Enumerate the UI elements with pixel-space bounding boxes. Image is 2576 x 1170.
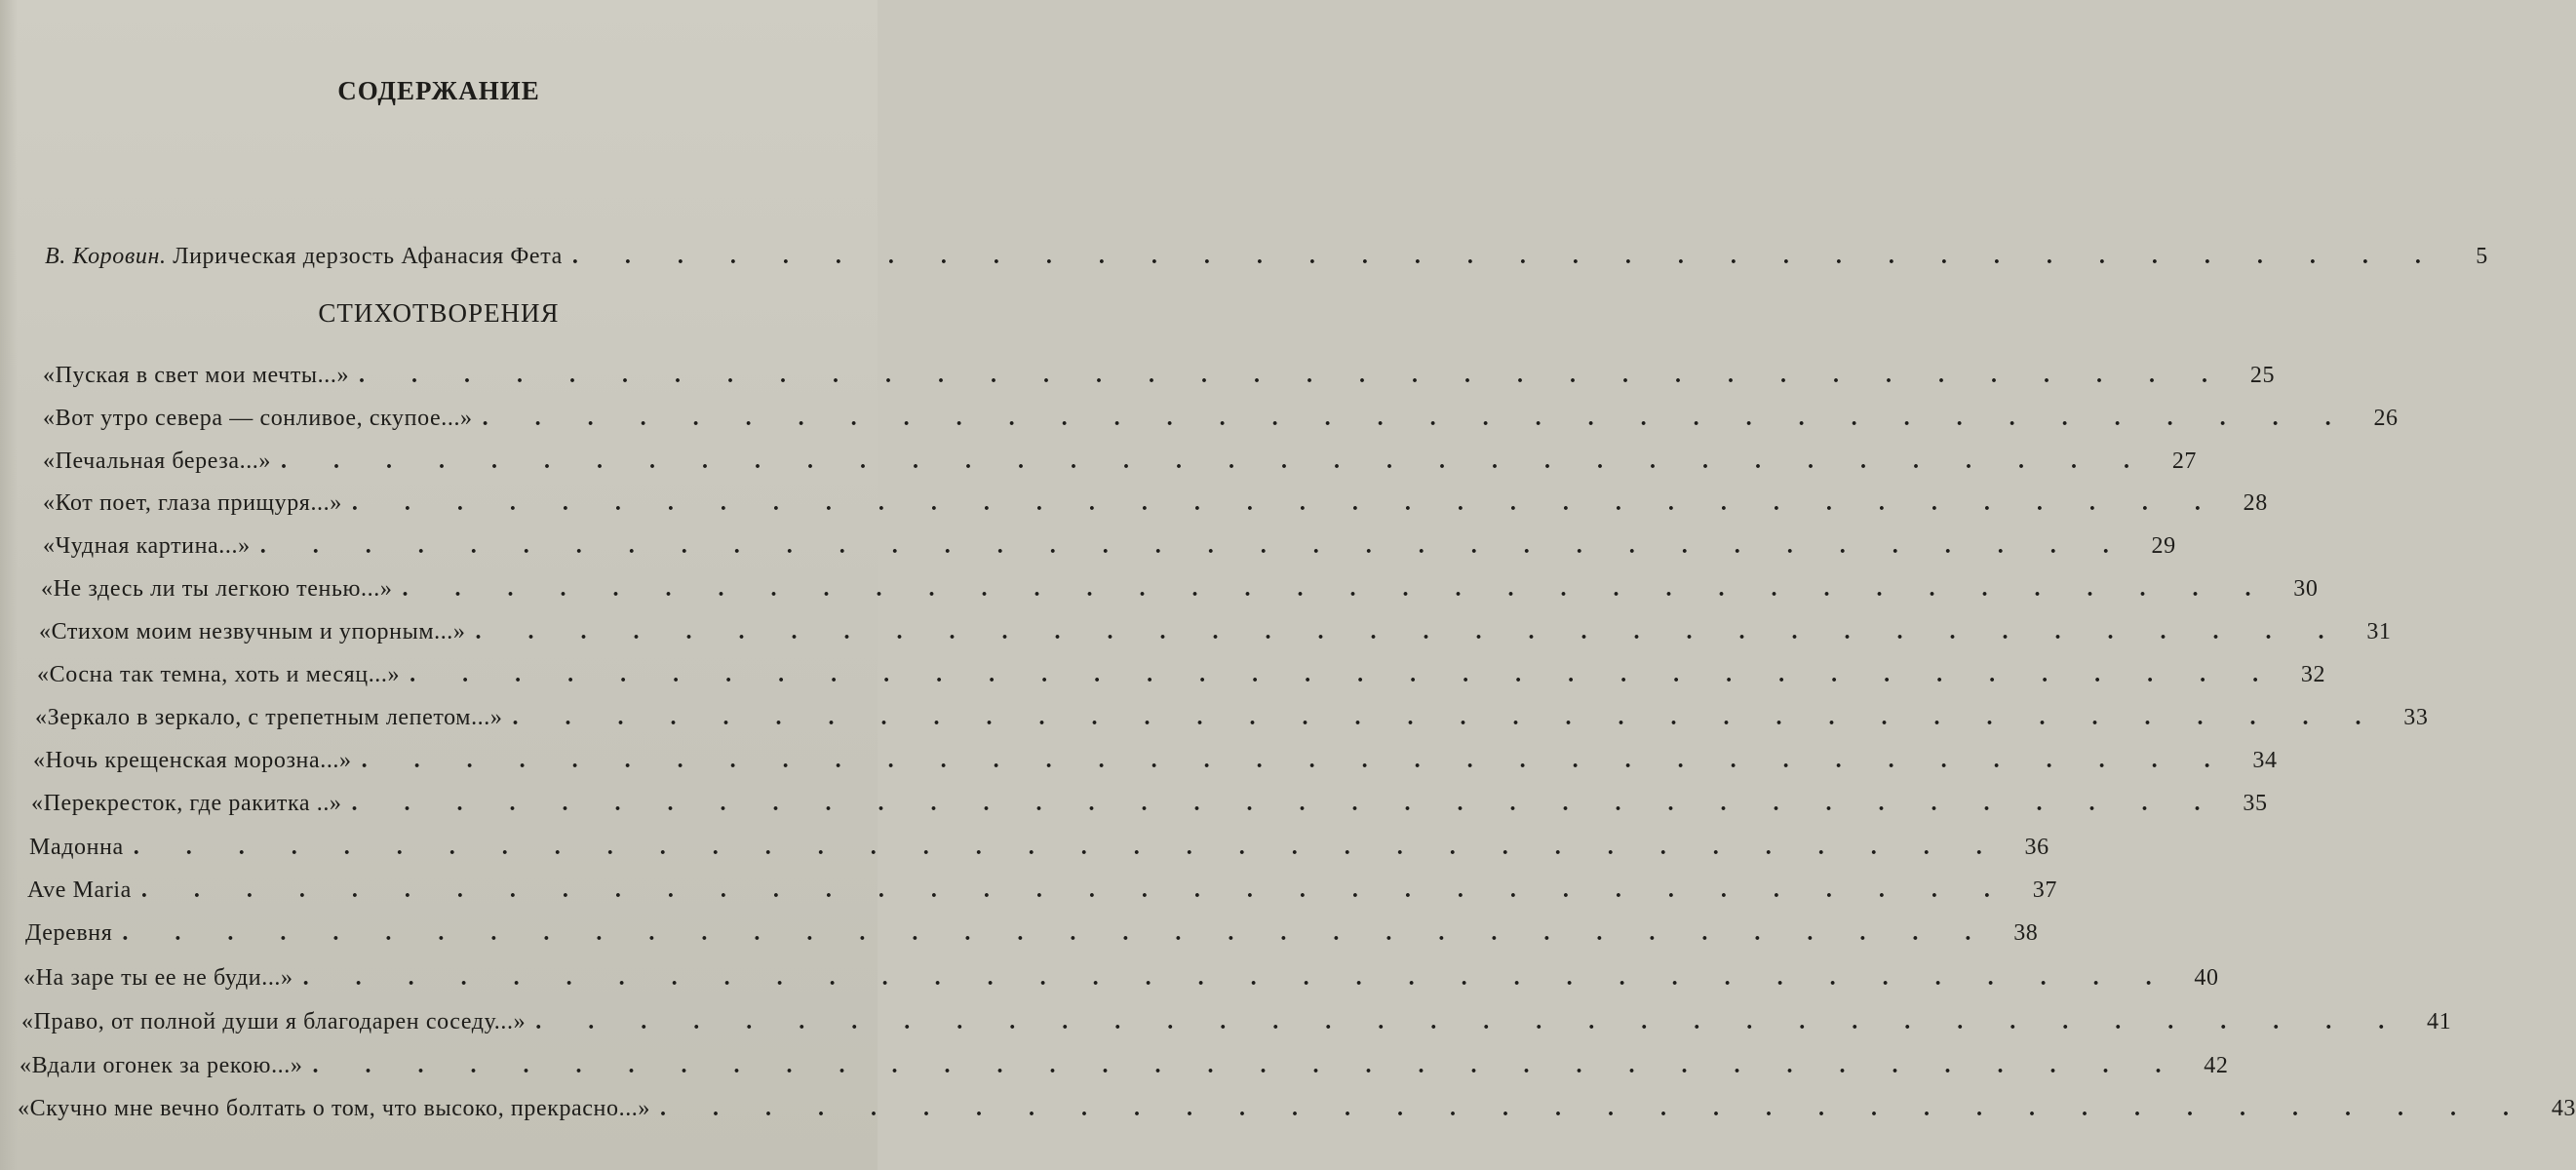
dot-leader: . . . . . . . . . . . . . . . . . . . . . . . . . . . . . . . . . . . . — [140, 878, 2010, 903]
toc-entry — [39, 619, 2392, 645]
toc-entry — [41, 576, 2319, 603]
toc-entry — [25, 920, 2039, 947]
entry-title: «Чудная картина...» — [43, 533, 251, 559]
entry-title: «Кот поет, глаза прищуря...» — [43, 490, 342, 516]
entry-page-number: 34 — [2252, 748, 2278, 773]
entry-title: «Вот утро севера — сонливое, скупое...» — [43, 406, 473, 431]
entry-title: «Скучно мне вечно болтать о том, что высоко, прекрасно...» — [18, 1096, 651, 1121]
dot-leader: . . . . . . . . . . . . . . . . . . . . . . . . . . . . . . . . . . . . — [302, 965, 2172, 991]
entry-page-number: 35 — [2243, 791, 2268, 816]
entry-page-number: 36 — [2024, 835, 2049, 860]
entry-title: «Не здесь ли ты легкою тенью...» — [41, 576, 393, 602]
entry-title: Мадонна — [29, 835, 124, 860]
entry-title: «Стихом моим незвучным и упорным...» — [39, 619, 466, 644]
entry-page-number: 41 — [2426, 1009, 2452, 1034]
toc-entry — [23, 965, 2219, 992]
toc-entry — [37, 662, 2326, 688]
entry-page-number: 42 — [2204, 1053, 2229, 1078]
entry-page-number: 28 — [2243, 490, 2268, 516]
dot-leader: . . . . . . . . . . . . . . . . . . . . . . . . . . . . . . . . . . . . — [312, 1053, 2182, 1078]
dot-leader: . . . . . . . . . . . . . . . . . . . . . . . . . . . . . . . . . . . . — [475, 619, 2345, 644]
entry-title: «Пуская в свет мои мечты...» — [43, 363, 350, 388]
intro-title: Лирическая дерзость Афанасия Фета — [173, 244, 563, 269]
dot-leader: . . . . . . . . . . . . . . . . . . . . . . . . . . . . . . . . . . . . — [351, 791, 2221, 816]
entry-title: «На заре ты ее не буди...» — [23, 965, 293, 991]
toc-entry — [29, 835, 2049, 861]
entry-page-number: 27 — [2171, 448, 2198, 474]
entry-page-number: 43 — [2551, 1096, 2576, 1121]
toc-entry — [43, 533, 2176, 560]
page-edge-shadow — [0, 0, 18, 1170]
intro-author: В. Коровин. — [45, 244, 167, 269]
entry-title: Деревня — [25, 920, 113, 946]
intro-entry — [45, 244, 2488, 270]
dot-leader: . . . . . . . . . . . . . . . . . . . . . . . . . . . . . . . . . . . . — [512, 705, 2382, 730]
entry-title: «Вдали огонек за рекою...» — [20, 1053, 303, 1078]
toc-entry — [43, 490, 2268, 517]
dot-leader: . . . . . . . . . . . . . . . . . . . . . . . . . . . . . . . . . . . . — [359, 363, 2229, 388]
entry-title: «Перекресток, где ракитка ..» — [31, 791, 342, 816]
dot-leader: . . . . . . . . . . . . . . . . . . . . . . . . . . . . . . . . . . . . — [361, 748, 2231, 773]
entry-page-number: 31 — [2366, 619, 2392, 644]
section-title: СТИХОТВОРЕНИЯ — [318, 298, 560, 328]
toc-entry — [20, 1053, 2229, 1079]
entry-title: «Печальная береза...» — [43, 448, 272, 474]
toc-entry — [43, 448, 2198, 475]
dot-leader: . . . . . . . . . . . . . . . . . . . . . . . . . . . . . . . . . . . . — [410, 662, 2280, 687]
entry-title: Ave Maria — [27, 878, 132, 903]
toc-entry — [31, 791, 2268, 817]
dot-leader: . . . . . . . . . . . . . . . . . . . . . . . . . . . . . . . . . . . . — [402, 576, 2272, 602]
dot-leader: . . . . . . . . . . . . . . . . . . . . . . . . . . . . . . . . . . . . — [482, 406, 2352, 431]
entry-title: «Ночь крещенская морозна...» — [33, 748, 352, 773]
entry-page-number: 40 — [2194, 965, 2219, 991]
entry-page-number: 30 — [2293, 576, 2319, 602]
entry-page-number: 32 — [2300, 662, 2326, 687]
entry-page-number: 29 — [2151, 533, 2176, 559]
intro-title-group — [45, 244, 563, 270]
intro-page-number: 5 — [2476, 244, 2488, 269]
toc-entry — [35, 705, 2429, 731]
toc-entry — [21, 1009, 2452, 1035]
dot-leader: . . . . . . . . . . . . . . . . . . . . . . . . . . . . . . . . . . . . — [660, 1096, 2530, 1121]
toc-entry — [43, 363, 2276, 389]
toc-entry — [27, 878, 2057, 904]
entry-title: «Сосна так темна, хоть и месяц...» — [37, 662, 401, 687]
dot-leader: . . . . . . . . . . . . . . . . . . . . . . . . . . . . . . . . . . . . — [259, 533, 2129, 559]
entry-page-number: 37 — [2032, 878, 2057, 903]
entry-page-number: 25 — [2249, 363, 2276, 388]
entry-page-number: 33 — [2403, 705, 2429, 730]
entry-page-number: 26 — [2373, 406, 2399, 431]
toc-entry — [18, 1096, 2576, 1122]
entry-title: «Право, от полной души я благодарен соседу...» — [21, 1009, 527, 1034]
entry-page-number: 38 — [2013, 920, 2039, 946]
dot-leader: . . . . . . . . . . . . . . . . . . . . . . . . . . . . . . . . . . . . — [571, 244, 2441, 269]
dot-leader: . . . . . . . . . . . . . . . . . . . . . . . . . . . . . . . . . . . . — [122, 920, 1992, 946]
toc-entry — [33, 748, 2278, 774]
contents-heading: СОДЕРЖАНИЕ — [337, 76, 540, 105]
dot-leader: . . . . . . . . . . . . . . . . . . . . . . . . . . . . . . . . . . . . — [535, 1009, 2405, 1034]
dot-leader: . . . . . . . . . . . . . . . . . . . . . . . . . . . . . . . . . . . . — [351, 490, 2221, 516]
toc-entry — [43, 406, 2399, 432]
dot-leader: . . . . . . . . . . . . . . . . . . . . . . . . . . . . . . . . . . . . — [133, 835, 2003, 860]
dot-leader: . . . . . . . . . . . . . . . . . . . . . . . . . . . . . . . . . . . . — [281, 448, 2151, 474]
entry-title: «Зеркало в зеркало, с трепетным лепетом...» — [35, 705, 503, 730]
